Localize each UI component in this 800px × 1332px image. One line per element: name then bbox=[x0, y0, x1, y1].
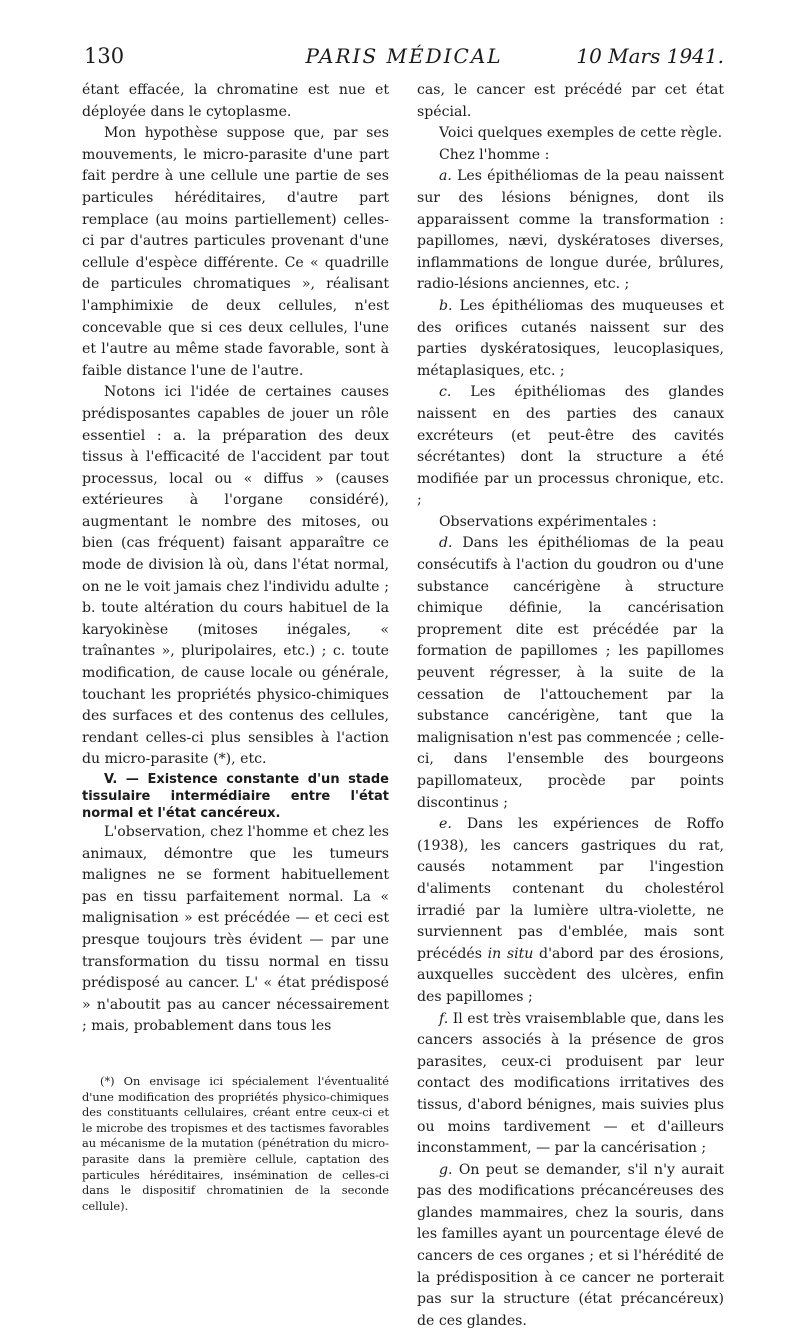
running-header bbox=[84, 44, 724, 72]
item-text: Dans les expériences de Roffo (1938), les cancers gastriques du rat, causés notamment par l'ingestion d'aliments contenant du cholestérol irradié par la lumière ultra-violette, ne surviennent pas d'emblée, mais sont précédés bbox=[417, 816, 724, 962]
item-letter: g. bbox=[439, 1161, 453, 1178]
footnote bbox=[82, 1074, 389, 1214]
paragraph: Observations expérimentales : bbox=[439, 513, 657, 530]
list-item-a bbox=[417, 166, 724, 296]
list-item-b bbox=[417, 296, 724, 382]
item-letter: b. bbox=[439, 297, 453, 314]
item-text: Il est très vraisemblable que, dans les cancers associés à la présence de gros parasites, ceux-ci produisent par leur contact des modifications irritatives des tissus, d'abord bénignes, mais suivies plus ou moins tardivement — et d'ailleurs inconstamment, — par la cancérisation ; bbox=[417, 1010, 724, 1157]
left-column bbox=[82, 80, 389, 1214]
item-text: Les épithéliomas des muqueuses et des orifices cutanés naissent sur des parties dyskératosiques, leucoplasiques, métaplasiques, etc. ; bbox=[417, 297, 724, 379]
item-letter: c. bbox=[439, 384, 452, 401]
paragraph: Voici quelques exemples de cette règle. bbox=[439, 125, 723, 142]
list-item-g bbox=[417, 1160, 724, 1332]
item-letter: e. bbox=[439, 816, 452, 833]
list-item-e bbox=[417, 814, 724, 1008]
item-text: Dans les épithéliomas de la peau consécutifs à l'action du goudron ou d'une substance cancérigène à structure chimique définie, la cancérisation proprement dite est précédée par la formation de papillomes ; les papillomes peuvent régresser, à la suite de la cessation de l'attouchement par la substance cancérigène, tant que la malignisation n'est pas commencée ; celle-ci, dans l'ensemble des bourgeons papillomateux, procède par points discontinus ; bbox=[417, 535, 724, 811]
issue-date: 10 Mars 1941. bbox=[576, 44, 724, 68]
section-heading: V. — Existence constante d'un stade tissulaire intermédiaire entre l'état normal et l'état cancéreux. bbox=[82, 772, 389, 821]
item-letter: d. bbox=[439, 535, 453, 552]
paragraph: Notons ici l'idée de certaines causes prédisposantes capables de jouer un rôle essentiel : a. la préparation des deux tissus à l'efficacité de l'accident par tout processus, local ou « diffus » (causes extérieures à l'organe considéré), augmentant le nombre des mitoses, ou bien (cas fréquent) faisant apparaître ce mode de division là où, dans l'état normal, on ne le voit jamais chez l'individu adulte ; b. toute altération du cours habituel de la karyokinèse (mitoses inégales, « traînantes », pluripolaires, etc.) ; c. toute modification, de cause locale ou générale, touchant les propriétés physico-chimiques des surfaces et des contenus des cellules, rendant celles-ci plus sensibles à l'action du micro-parasite (*), etc. bbox=[82, 384, 389, 768]
list-item-d bbox=[417, 533, 724, 814]
list-item-f bbox=[417, 1009, 724, 1160]
right-column bbox=[417, 80, 724, 1332]
paragraph: L'observation, chez l'homme et chez les animaux, démontre que les tumeurs malignes ne se forment habituellement pas en tissu parfaitement normal. La « malignisation » est précédée — et ceci est presque toujours très évident — par une transformation du tissu normal en tissu prédisposé au cancer. L' « état prédisposé » n'aboutit pas au cancer nécessairement ; mais, probablement dans tous les bbox=[82, 824, 389, 1035]
item-text: On peut se demander, s'il n'y aurait pas des modifications précancéreuses des glandes mammaires, chez la souris, dans les familles ayant un pourcentage élevé de cancers de ces organes ; et si l'hérédité de la prédisposition à ce cancer ne porterait pas sur la structure (état précancéreux) de ces glandes. bbox=[417, 1161, 724, 1329]
item-text: d'abord par des érosions, auxquelles succèdent des ulcères, enfin des papillomes ; bbox=[417, 945, 724, 1005]
list-item-c bbox=[417, 382, 724, 512]
italic-term: in situ bbox=[487, 945, 534, 962]
paragraph: cas, le cancer est précédé par cet état spécial. bbox=[417, 82, 724, 120]
item-letter: a. bbox=[439, 168, 452, 185]
paragraph: Mon hypothèse suppose que, par ses mouvements, le micro-parasite d'une part fait perdre à une cellule une partie de ses particules héréditaires, d'autre part remplace (au moins partiellement) celles-ci par d'autres particules provenant d'une cellule d'espèce différente. Ce « quadrille de particules chromatiques », réalisant l'amphimixie de deux cellules, n'est concevable que si ces deux cellules, l'une et l'autre au même stade favorable, sont à faible distance l'une de l'autre. bbox=[82, 125, 389, 379]
item-letter: f. bbox=[439, 1010, 449, 1027]
item-text: Les épithéliomas de la peau naissent sur des lésions bénignes, dont ils apparaissent comme la transformation : papillomes, nævi, dyskératoses diverses, inflammations de longue durée, brûlures, radio-lésions anciennes, etc. ; bbox=[417, 168, 724, 293]
item-text: Les épithéliomas des glandes naissent en des parties des canaux excréteurs (et peut-être des cavités sécrétantes) dont la structure a été modifiée par un processus chronique, etc. ; bbox=[417, 384, 724, 509]
paragraph: étant effacée, la chromatine est nue et déployée dans le cytoplasme. bbox=[82, 82, 389, 120]
journal-title: PARIS MÉDICAL bbox=[305, 44, 503, 68]
paragraph: Chez l'homme : bbox=[439, 146, 550, 163]
footnote-text: (*) On envisage ici spécialement l'éventualité d'une modification des propriétés physico-chimiques des constituants cellulaires, créant entre ceux-ci et le microbe des tropismes et des tactismes favorables au mécanisme de la mutation (pénétration du micro-parasite dans la première cellule, captation des particules héréditaires, insémination de celles-ci dans le dispositif chromatinien de la seconde cellule). bbox=[82, 1073, 389, 1213]
page-number: 130 bbox=[84, 44, 125, 68]
